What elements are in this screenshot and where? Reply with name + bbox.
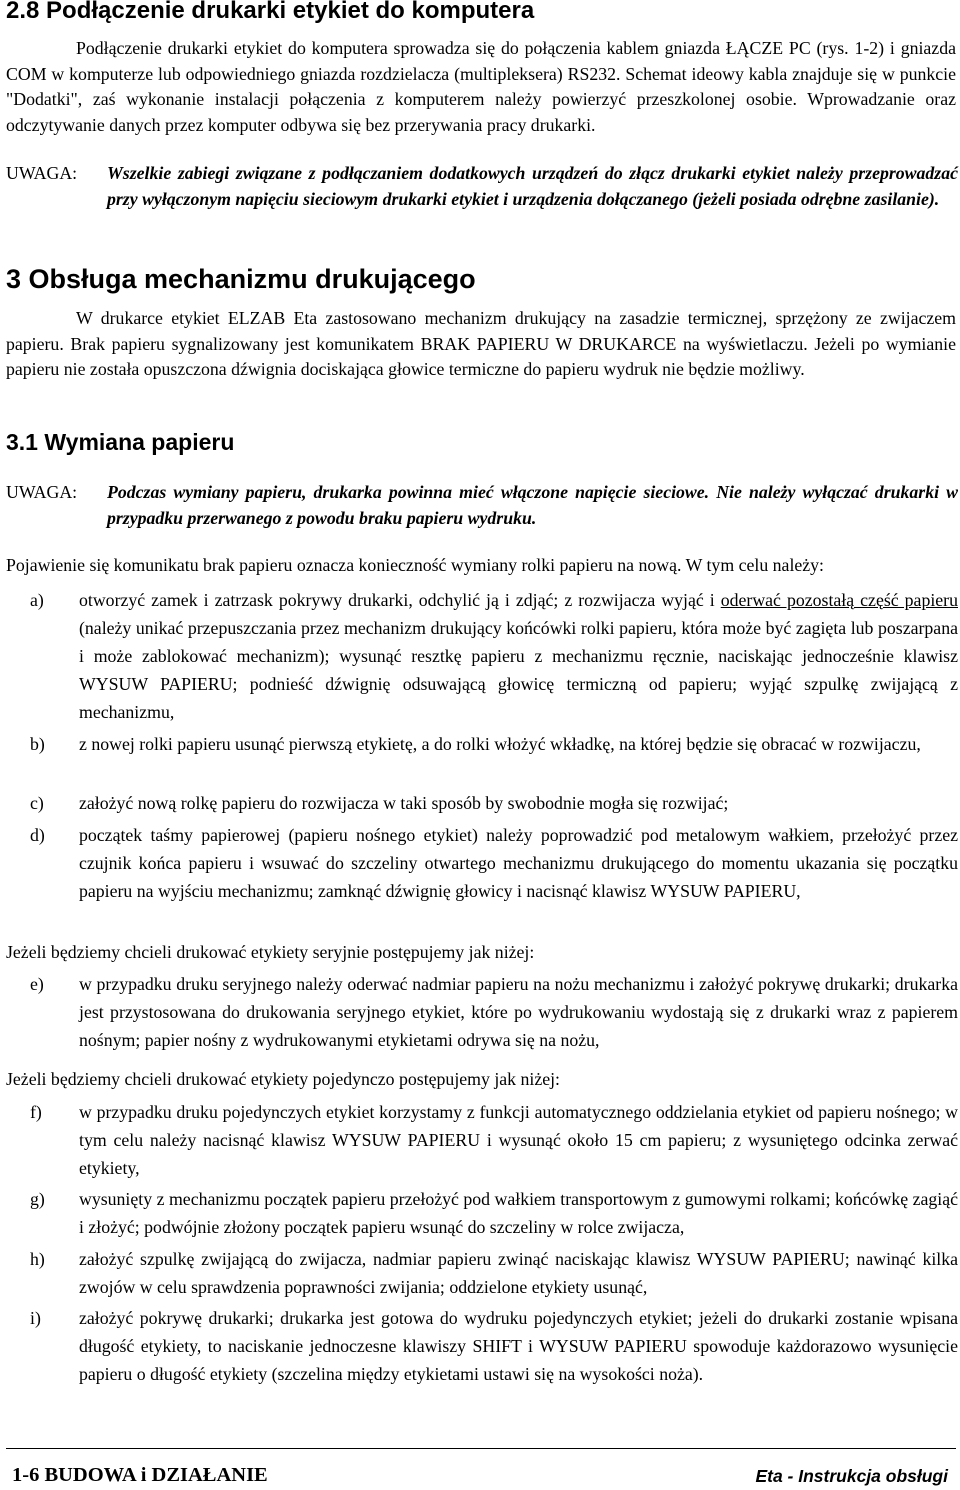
underlined-text: oderwać pozostałą część papieru [720,590,958,610]
section-3-paragraph: W drukarce etykiet ELZAB Eta zastosowano mechanizm drukujący na zasadzie termicznej, sprzężony ze zwijaczem papieru. Brak papieru sygnalizowany jest komunikatem BRAK PAPIERU W DRUKARCE na wyświetlaczu. Jeżeli po wymianie papieru nie została opuszczona dźwignia dociskająca głowice termiczne do papieru wydruk nie będzie możliwy. [6,308,956,379]
list-text: z nowej rolki papieru usunąć pierwszą etykietę, a do rolki włożyć wkładkę, na której będzie się obracać w rozwijaczu, [79,734,921,754]
list-item [6,970,958,1054]
serial-intro: Jeżeli będziemy chcieli drukować etykiety seryjnie postępujemy jak niżej: [6,942,535,962]
list-marker: c) [30,793,44,813]
list-marker: h) [30,1249,45,1269]
list-text: założyć nową rolkę papieru do rozwijacza w taki sposób by swobodnie mogła się rozwijać; [79,793,729,813]
list-marker: d) [30,825,45,845]
list-item [6,1304,958,1388]
note-label: UWAGA: [6,482,78,502]
section-3-1-heading: 3.1 Wymiana papieru [6,429,235,455]
note-label: UWAGA: [6,163,78,183]
list-item [6,821,958,905]
list-text: początek taśmy papierowej (papieru nośnego etykiet) należy poprowadzić pod metalowym wałkiem, przełożyć przez czujnik końca papieru i wsuwać do szczeliny otwartego mechanizmu drukującego do momentu ukazania się początku papieru na wyjściu mechanizmu; zamknąć dźwignię głowicy i nacisnąć klawisz WYSUW PAPIERU, [79,825,958,901]
section-2-8-heading: 2.8 Podłączenie drukarki etykiet do komputera [6,0,535,24]
list-text: wysunięty z mechanizmu początek papieru przełożyć pod wałkiem transportowym z gumowymi rolkami; końcówkę zagiąć i złożyć; podwójnie złożony początek papieru wsunąć do szczeliny w rolce zwijacza, [79,1189,958,1237]
list-marker: e) [30,974,44,994]
list-text: otworzyć zamek i zatrzask pokrywy drukarki, odchylić ją i zdjąć; z rozwijacza wyjąć i oderwać pozostałą część papieru (należy unikać przepuszczania przez mechanizm drukujący końcówki rolki papieru, która może być zagięta lub poszarpana i może zablokować mechanizm); wysunąć resztkę papieru z mechanizmu ręcznie, naciskając jednocześnie klawisz WYSUW PAPIERU; podnieść dźwignię odsuwającą głowicę termiczną od papieru; wyjąć szpulkę zwijającą z mechanizmu, [79,590,958,722]
list-item [6,730,958,758]
list-marker: b) [30,734,45,754]
section-3-1-note [6,480,958,531]
note-text: Wszelkie zabiegi związane z podłączaniem dodatkowych urządzeń do złącz drukarki etykiet należy przeprowadzać przy wyłączonym napięciu sieciowym drukarki etykiet i urządzenia dołączanego (jeżeli posiada odrębne zasilanie). [107,163,958,209]
list-text: założyć pokrywę drukarki; drukarka jest gotowa do wydruku pojedynczych etykiet; jeżeli do drukarki zostanie wpisana długość etykiety, to naciskanie jednoczesne klawiszy SHIFT i WYSUW PAPIERU spowoduje każdorazowo wysunięcie papieru o długość etykiety (szczelina między etykietami ustawi się na wysokości noża). [79,1308,958,1384]
list-item [6,1245,958,1301]
single-intro: Jeżeli będziemy chcieli drukować etykiety pojedynczo postępujemy jak niżej: [6,1069,560,1089]
footer-divider [6,1448,956,1449]
section-2-8-note [6,161,958,212]
section-3-heading: 3 Obsługa mechanizmu drukującego [6,264,476,294]
section-2-8-paragraph: Podłączenie drukarki etykiet do komputera sprowadza się do połączenia kablem gniazda ŁĄCZE PC (rys. 1-2) i gniazda COM w komputerze lub odpowiedniego gniazda rozdzielacza (multipleksera) RS232. Schemat ideowy kabla znajduje się w punkcie "Dodatki", zaś wykonanie instalacji połączenia z komputerem należy powierzyć przeszkolonej osobie. Wprowadzanie oraz odczytywanie danych przez komputer odbywa się bez przerywania pracy drukarki. [6,38,956,135]
list-marker: g) [30,1189,45,1209]
list-text: założyć szpulkę zwijającą do zwijacza, nadmiar papieru zwinąć naciskając klawisz WYSUW PAPIERU; nawinąć kilka zwojów w celu sprawdzenia poprawności zwijania; oddzielone etykiety usunąć, [79,1249,958,1297]
list-marker: f) [30,1102,42,1122]
note-text: Podczas wymiany papieru, drukarka powinna mieć włączone napięcie sieciowe. Nie należy wyłączać drukarki w przypadku przerwanego z powodu braku papieru wydruku. [107,482,958,528]
list-marker: i) [30,1308,41,1328]
footer-document-title: Eta - Instrukcja obsługi [755,1466,948,1486]
section-3-1-intro: Pojawienie się komunikatu brak papieru oznacza konieczność wymiany rolki papieru na nową. W tym celu należy: [6,555,824,575]
footer-chapter: 1-6 BUDOWA i DZIAŁANIE [12,1464,268,1486]
list-item [6,1185,958,1241]
list-text: w przypadku druku pojedynczych etykiet korzystamy z funkcji automatycznego oddzielania etykiet od papieru nośnego; w tym celu należy nacisnąć klawisz WYSUW PAPIERU i wysunąć około 15 cm papieru; z wysuniętego odcinka zerwać etykiety, [79,1102,958,1178]
list-marker: a) [30,590,44,610]
list-item [6,586,958,726]
list-item [6,1098,958,1182]
list-item [6,789,958,817]
list-text: w przypadku druku seryjnego należy oderwać nadmiar papieru na nożu mechanizmu i założyć pokrywę drukarki; drukarka jest przystosowana do drukowania seryjnego etykiet, które po wydrukowaniu wydostają się z drukarki wraz z papierem nośnym; papier nośny z wydrukowanymi etykietami odrywa się na nożu, [79,974,958,1050]
